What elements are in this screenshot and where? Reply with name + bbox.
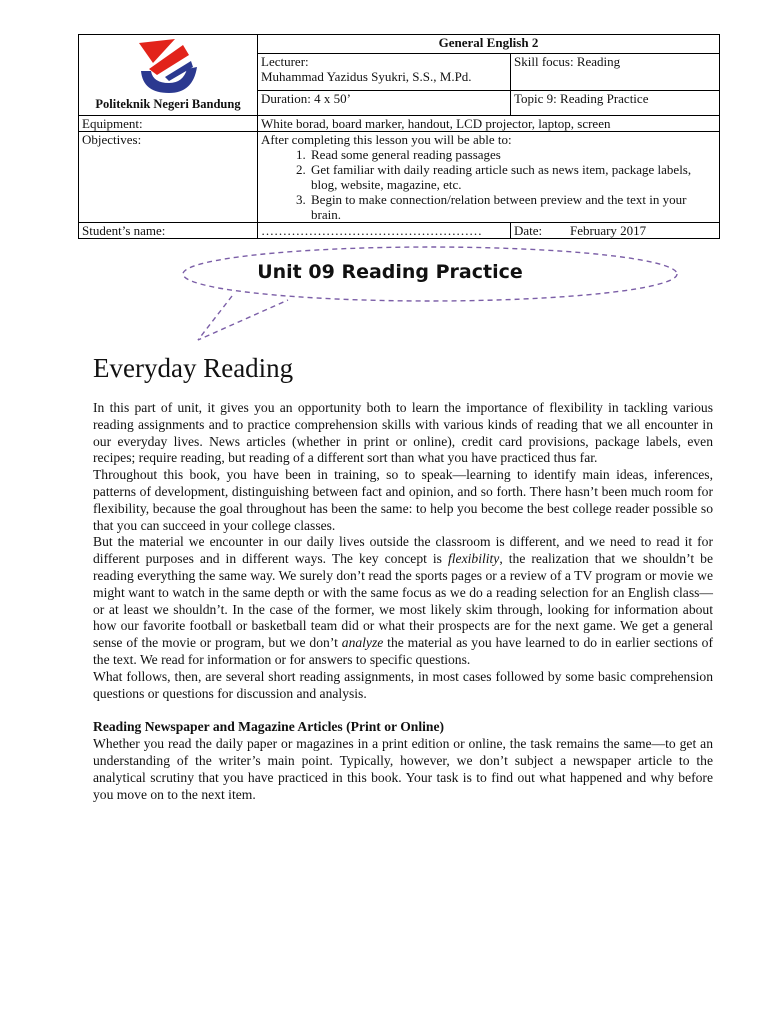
objectives-cell (258, 132, 720, 223)
subsection-title: Reading Newspaper and Magazine Articles (Print or Online) (93, 719, 445, 735)
date-value: February 2017 (570, 223, 647, 238)
skill-focus: Skill focus: Reading (511, 54, 720, 91)
objective-item: 2. Get familiar with daily reading article such as news item, package labels, blog, website, magazine, etc. (309, 162, 716, 192)
emphasis-flexibility: flexibility (448, 551, 500, 567)
lecturer-name: Muhammad Yazidus Syukri, S.S., M.Pd. (261, 69, 472, 85)
section-heading: Everyday Reading (93, 353, 294, 383)
unit-title: Unit 09 Reading Practice (257, 261, 523, 283)
body-text (93, 400, 713, 803)
course-title: General English 2 (258, 35, 720, 54)
duration: Duration: 4 x 50’ (258, 91, 511, 116)
date-cell (511, 223, 720, 239)
objectives-label: Objectives: (79, 132, 258, 223)
emphasis-analyze: analyze (341, 635, 384, 651)
paragraph: What follows, then, are several short reading assignments, in most cases followed by some basic comprehension questions or questions for discussion and analysis. (93, 668, 713, 701)
lesson-header-table (78, 34, 720, 239)
date-label: Date: (514, 223, 543, 238)
equipment-label: Equipment: (79, 116, 258, 132)
polban-logo-icon (131, 37, 205, 95)
student-name-label: Student’s name: (79, 223, 258, 239)
unit-callout-bubble (170, 240, 690, 350)
paragraph: Whether you read the daily paper or magazines in a print edition or online, the task remains the same—to get an understanding of the writer’s main point. Typically, however, we don’t subject a newspaper article to the analytical scrutiny that you have practiced in this book. Your task is to find out what happened and why before you move on to the next item. (93, 736, 713, 802)
paragraph: But the material we encounter in our daily lives outside the classroom is different, and we need to read it for different purposes and in different ways. The key concept is flexibility, the realization that we shouldn’t be reading everything the same way. We surely don’t read the sports pages or a review of a TV program or movie we might want to watch in the same depth or with the same focus as we do a reading selection for an English class—or at least we shouldn’t. In the case of the former, we most likely skim through, looking for information about how our favorite football or basketball team did or what their prospects are for the next game. We get a general sense of the movie or program, but we don’t analyze the material as you have learned to do in earlier sections of the text. We read for information or for answers to specific questions. (93, 534, 713, 667)
institution-cell (79, 35, 258, 116)
lecturer-label: Lecturer: (261, 54, 309, 70)
objectives-list (261, 147, 716, 222)
equipment-value: White borad, board marker, handout, LCD projector, laptop, screen (258, 116, 720, 132)
student-name-blank: …………………………………………… (258, 223, 511, 239)
objective-item: 3. Begin to make connection/relation between preview and the text in your brain. (309, 192, 716, 222)
topic: Topic 9: Reading Practice (511, 91, 720, 116)
objective-item: 1. Read some general reading passages (309, 147, 716, 162)
paragraph: Throughout this book, you have been in training, so to speak—learning to identify main ideas, inferences, patterns of development, distinguishing between fact and opinion, and so forth. There hasn’t been much room for flexibility, because the goal throughout has been the same: to help you become the best college reader possible so that you can succeed in your college classes. (93, 467, 713, 533)
institution-name: Politeknik Negeri Bandung (95, 97, 241, 111)
paragraph: In this part of unit, it gives you an opportunity both to learn the importance of flexibility in tackling various reading assignments and to practice comprehension skills with various kinds of reading that we all encounter in our everyday lives. News articles (whether in print or online), credit card provisions, package labels, even recipes; require reading, but reading of a different sort than what you have practiced thus far. (93, 400, 713, 466)
institution-logo (82, 35, 254, 95)
objectives-intro: After completing this lesson you will be able to: (261, 132, 512, 147)
lecturer-cell (258, 54, 511, 91)
